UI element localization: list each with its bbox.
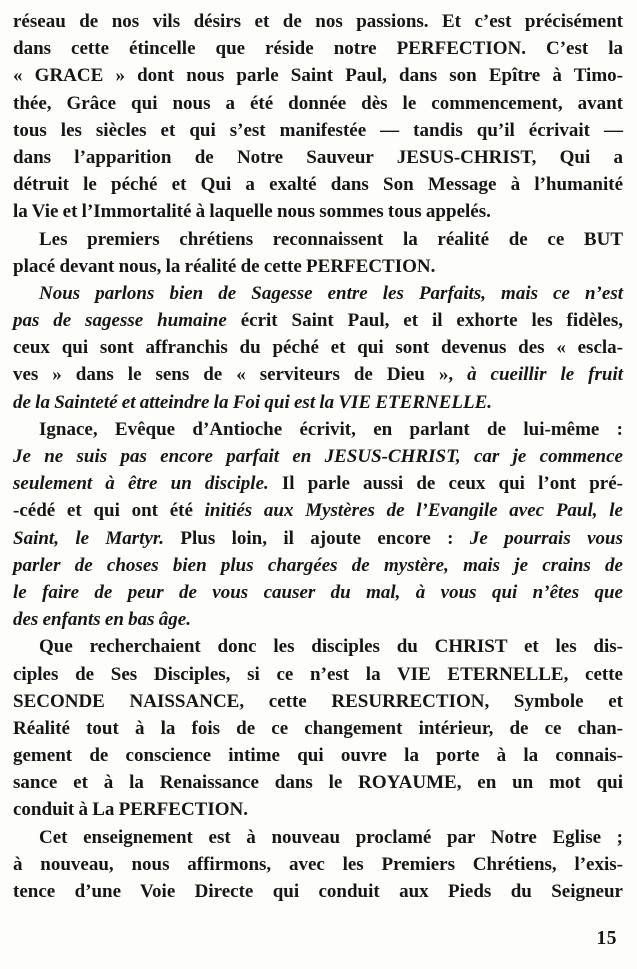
text-segment: Les premiers chrétiens reconnaissent la réalité de ce BUT <box>39 228 623 250</box>
text-line <box>13 334 623 361</box>
text-segment: Que recherchaient donc les disciples du CHRIST et les dis- <box>39 636 623 658</box>
text-segment: conduit à La PERFECTION. <box>13 799 248 821</box>
text-segment: la Vie et l’Immortalité à laquelle nous sommes tous appelés. <box>13 201 491 223</box>
text-line <box>13 90 623 117</box>
text-segment: dans l’apparition de Notre Sauveur JESUS-CHRIST, Qui a <box>13 146 623 168</box>
text-segment: ves » dans le sens de « serviteurs de Dieu », <box>13 364 468 386</box>
text-line <box>13 824 623 851</box>
text-segment: tence d’une Voie Directe qui conduit aux Pieds du Seigneur <box>13 881 623 902</box>
text-segment: gement de conscience intime qui ouvre la porte à la connais- <box>13 745 623 767</box>
text-line <box>13 389 623 416</box>
italic-text-segment: des enfants en bas âge. <box>13 609 191 631</box>
text-line <box>13 633 623 660</box>
text-line <box>13 552 623 579</box>
text-segment: « GRACE » dont nous parle Saint Paul, dans son Epître à Timo- <box>13 65 623 87</box>
page-text <box>13 8 623 905</box>
text-line <box>13 579 623 606</box>
italic-text-segment: Saint, le Martyr. <box>13 527 165 549</box>
text-line <box>13 851 623 878</box>
text-line <box>13 117 623 144</box>
italic-text-segment: pas de sagesse humaine <box>13 310 227 332</box>
text-segment: Il parle aussi de ceux qui l’ont pré- <box>268 473 623 495</box>
text-line <box>13 715 623 742</box>
text-line <box>13 661 623 688</box>
text-line <box>13 416 623 443</box>
text-segment: thée, Grâce qui nous a été donnée dès le commencement, avant <box>13 92 623 114</box>
text-segment: ciples de Ses Disciples, si ce n’est la VIE ETERNELLE, cette <box>13 663 623 685</box>
italic-text-segment: Je pourrais vous <box>469 527 624 549</box>
text-line <box>13 878 623 905</box>
text-line <box>13 171 623 198</box>
text-segment: dans cette étincelle que réside notre PERFECTION. C’est la <box>13 38 623 60</box>
italic-text-segment: de la Sainteté et atteindre la Foi qui est la VIE ETERNELLE. <box>13 391 493 413</box>
text-segment: Ignace, Evêque d’Antioche écrivit, en parlant de lui-même : <box>39 418 623 440</box>
page-number: 15 <box>596 928 617 949</box>
italic-text-segment: Je ne suis pas encore parfait en JESUS-CHRIST, car je commence <box>13 446 623 467</box>
italic-text-segment: le faire de peur de vous causer du mal, à vous qui n’êtes que <box>13 581 623 603</box>
text-segment: -cédé et qui ont été <box>13 500 205 522</box>
text-segment: ceux qui sont affranchis du péché et qui sont devenus des « escla- <box>13 337 623 359</box>
text-line <box>13 280 623 307</box>
text-segment: Plus loin, il ajoute encore : <box>164 527 470 549</box>
text-segment: Réalité tout à la fois de ce changement intérieur, de ce chan- <box>13 717 623 739</box>
text-segment: à nouveau, nous affirmons, avec les Premiers Chrétiens, l’exis- <box>13 853 623 875</box>
text-line <box>13 198 623 225</box>
text-line <box>13 769 623 796</box>
text-line <box>13 307 623 334</box>
text-line <box>13 470 623 497</box>
text-segment: détruit le péché et Qui a exalté dans Son Message à l’humanité <box>13 174 623 196</box>
text-line <box>13 688 623 715</box>
text-segment: SECONDE NAISSANCE, cette RESURRECTION, Symbole et <box>13 690 623 712</box>
text-line <box>13 742 623 769</box>
text-line <box>13 606 623 633</box>
text-line <box>13 226 623 253</box>
italic-text-segment: parler de choses bien plus chargées de mystère, mais je crains de <box>13 554 623 576</box>
italic-text-segment: à cueillir le fruit <box>467 364 623 386</box>
text-segment: écrit Saint Paul, et il exhorte les fidèles, <box>226 310 623 332</box>
italic-text-segment: seulement à être un disciple. <box>13 473 269 495</box>
text-line <box>13 8 623 35</box>
text-line <box>13 361 623 388</box>
text-line <box>13 796 623 823</box>
text-line <box>13 443 623 470</box>
text-line <box>13 497 623 524</box>
text-segment: tous les siècles et qui s’est manifestée — tandis qu’il écrivait — <box>13 119 623 141</box>
italic-text-segment: initiés aux Mystères de l’Evangile avec Paul, le <box>204 500 623 522</box>
text-segment: placé devant nous, la réalité de cette PERFECTION. <box>13 255 436 277</box>
italic-text-segment: Nous parlons bien de Sagesse entre les Parfaits, mais ce n’est <box>39 282 623 304</box>
text-line <box>13 253 623 280</box>
text-segment: sance et à la Renaissance dans le ROYAUME, en un mot qui <box>13 772 623 794</box>
text-line <box>13 35 623 62</box>
text-line <box>13 62 623 89</box>
text-segment: réseau de nos vils désirs et de nos passions. Et c’est précisément <box>13 11 623 32</box>
text-line <box>13 525 623 552</box>
text-line <box>13 144 623 171</box>
text-segment: Cet enseignement est à nouveau proclamé par Notre Eglise ; <box>39 826 623 848</box>
